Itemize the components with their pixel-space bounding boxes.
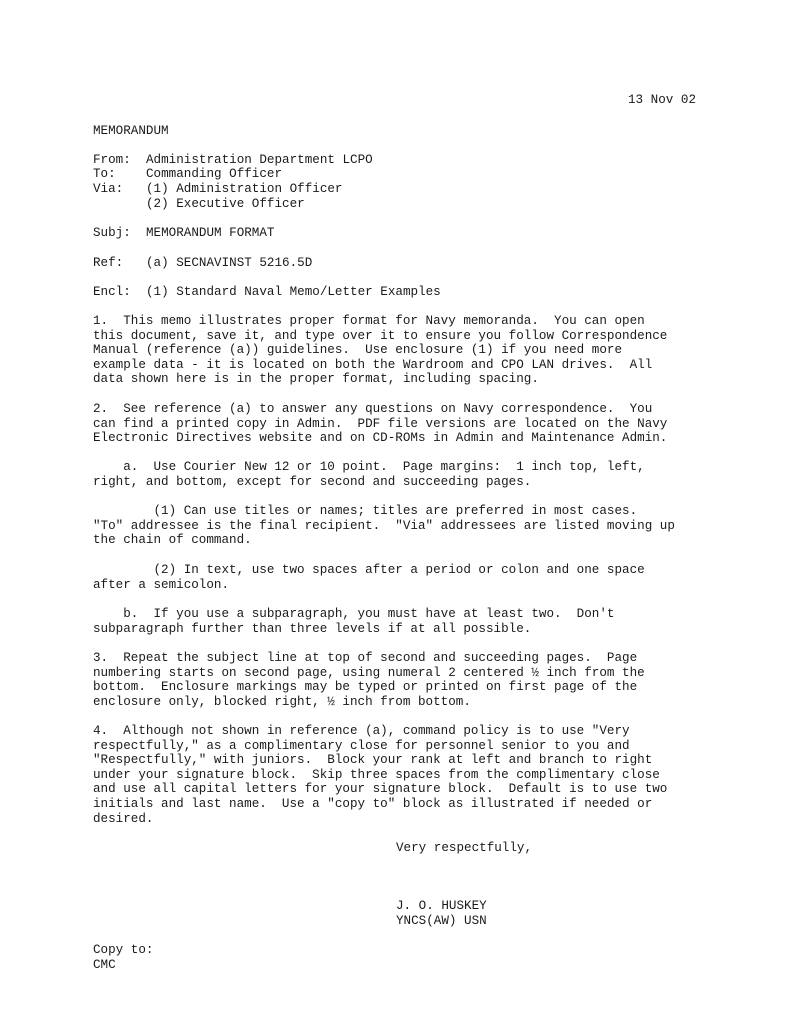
subparagraph-2a1	[93, 504, 703, 548]
paragraph-line: (1) Can use titles or names; titles are preferred in most cases.	[93, 504, 638, 518]
subj-label: Subj:	[93, 226, 131, 240]
paragraph-line: after a semicolon.	[93, 577, 230, 592]
paragraph-line: (2) In text, use two spaces after a period or colon and one space	[93, 563, 645, 577]
paragraph-line: numbering starts on second page, using numeral 2 centered ½ inch from the	[93, 665, 645, 680]
paragraph-line: the chain of command.	[93, 533, 252, 548]
paragraph-line: this document, save it, and type over it to ensure you follow Correspondence	[93, 328, 668, 343]
via-label: Via:	[93, 182, 124, 196]
paragraph-line: enclosure only, blocked right, ½ inch from bottom.	[93, 694, 471, 709]
subparagraph-2a	[93, 460, 703, 489]
paragraph-line: Electronic Directives website and on CD-ROMs in Admin and Maintenance Admin.	[93, 431, 668, 446]
paragraph-line: "Respectfully," with juniors. Block your rank at left and branch to right	[93, 753, 653, 768]
paragraph-line: example data - it is located on both the Wardroom and CPO LAN drives. All	[93, 357, 653, 372]
to-value: Commanding Officer	[146, 167, 283, 181]
copy-to-label: Copy to:	[93, 943, 154, 957]
paragraph-line: right, and bottom, except for second and succeeding pages.	[93, 474, 532, 489]
paragraph-4	[93, 724, 703, 826]
paragraph-2	[93, 402, 703, 446]
ref-value: (a) SECNAVINST 5216.5D	[146, 256, 313, 270]
encl-label: Encl:	[93, 285, 131, 299]
copy-to-recipient: CMC	[93, 958, 116, 972]
paragraph-line: 3. Repeat the subject line at top of second and succeeding pages. Page	[93, 651, 638, 665]
paragraph-line: under your signature block. Skip three spaces from the complimentary close	[93, 767, 660, 782]
paragraph-line: can find a printed copy in Admin. PDF file versions are located on the Navy	[93, 416, 668, 431]
paragraph-line: a. Use Courier New 12 or 10 point. Page margins: 1 inch top, left,	[93, 460, 645, 474]
paragraph-line: desired.	[93, 811, 154, 826]
encl-value: (1) Standard Naval Memo/Letter Examples	[146, 285, 441, 299]
to-label: To:	[93, 167, 116, 181]
paragraph-line: and use all capital letters for your signature block. Default is to use two	[93, 782, 668, 797]
paragraph-line: bottom. Enclosure markings may be typed or printed on first page of the	[93, 680, 638, 695]
paragraph-line: subparagraph further than three levels if at all possible.	[93, 621, 532, 636]
via-item-2: (2) Executive Officer	[146, 197, 305, 211]
subj-value: MEMORANDUM FORMAT	[146, 226, 275, 240]
complimentary-close: Very respectfully,	[396, 841, 533, 855]
paragraph-line: 2. See reference (a) to answer any questions on Navy correspondence. You	[93, 402, 653, 416]
signer-rank: YNCS(AW) USN	[396, 914, 487, 928]
memo-title: MEMORANDUM	[93, 124, 169, 138]
paragraph-line: data shown here is in the proper format, including spacing.	[93, 372, 539, 387]
paragraph-line: 4. Although not shown in reference (a), command policy is to use "Very	[93, 724, 630, 738]
paragraph-line: initials and last name. Use a "copy to" block as illustrated if needed or	[93, 796, 653, 811]
from-value: Administration Department LCPO	[146, 153, 373, 167]
paragraph-line: respectfully," as a complimentary close for personnel senior to you and	[93, 738, 630, 753]
subparagraph-2b	[93, 607, 703, 636]
paragraph-line: b. If you use a subparagraph, you must have at least two. Don't	[93, 607, 615, 621]
paragraph-line: 1. This memo illustrates proper format for Navy memoranda. You can open	[93, 314, 645, 328]
signer-name: J. O. HUSKEY	[396, 899, 487, 913]
paragraph-1	[93, 314, 703, 387]
memo-date: 13 Nov 02	[628, 93, 697, 107]
paragraph-line: Manual (reference (a)) guidelines. Use enclosure (1) if you need more	[93, 343, 623, 358]
via-item-1: (1) Administration Officer	[146, 182, 343, 196]
from-label: From:	[93, 153, 131, 167]
ref-label: Ref:	[93, 256, 124, 270]
paragraph-3	[93, 651, 703, 709]
subparagraph-2a2	[93, 563, 703, 592]
paragraph-line: "To" addressee is the final recipient. "Via" addressees are listed moving up	[93, 518, 675, 533]
